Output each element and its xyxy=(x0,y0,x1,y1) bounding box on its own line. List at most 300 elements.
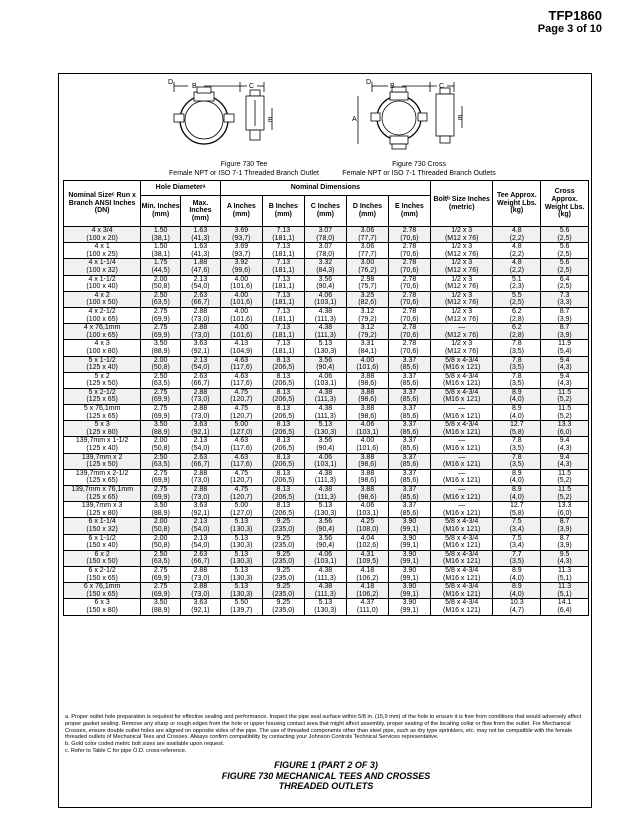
header-nominal-dimensions: Nominal Dimensions xyxy=(220,181,430,196)
table-cell xyxy=(388,227,430,243)
cell-primary-value: 6.2 xyxy=(511,324,522,332)
table-cell xyxy=(430,356,493,372)
cell-secondary-value: (100 x 32) xyxy=(86,266,118,274)
cell-primary-value: 5/8 x 4-3/4 xyxy=(445,518,479,526)
table-cell xyxy=(430,518,493,534)
cell-secondary-value: (3,5) xyxy=(509,347,525,355)
cell-primary-value: 2.63 xyxy=(193,291,208,299)
table-cell xyxy=(220,502,262,518)
cell-primary-value: 4.06 xyxy=(360,502,375,510)
cell-primary-value: 5/8 x 4-3/4 xyxy=(445,599,479,607)
cell-secondary-value: (85,6) xyxy=(400,461,419,469)
cell-primary-value: 9.5 xyxy=(559,550,570,558)
table-cell xyxy=(220,437,262,453)
cell-secondary-value: (5,1) xyxy=(557,574,572,582)
table-cell xyxy=(64,259,141,275)
cell-primary-value: 5/8 x 4-3/4 xyxy=(445,566,479,574)
cell-secondary-value: (70,6) xyxy=(400,347,419,355)
cell-secondary-value: (41,3) xyxy=(191,234,210,242)
tee-label-d: D xyxy=(168,79,174,86)
table-cell xyxy=(493,372,541,388)
table-cell xyxy=(64,550,141,566)
cell-primary-value: 9.25 xyxy=(276,550,291,558)
table-cell xyxy=(304,486,346,502)
table-cell xyxy=(388,372,430,388)
cell-secondary-value: (54,0) xyxy=(191,525,210,533)
cell-secondary-value: (101,6) xyxy=(356,364,379,372)
cell-secondary-value: (99,1) xyxy=(400,558,419,566)
cell-primary-value: — xyxy=(458,469,466,477)
cell-primary-value: 8.9 xyxy=(511,566,522,574)
cell-secondary-value: (84,1) xyxy=(358,347,377,355)
cell-secondary-value: (69,9) xyxy=(151,331,170,339)
table-cell xyxy=(346,356,388,372)
table-cell xyxy=(262,340,304,356)
table-cell xyxy=(493,453,541,469)
cell-secondary-value: (4,3) xyxy=(557,461,572,469)
table-cell xyxy=(388,275,430,291)
table-cell xyxy=(304,356,346,372)
cell-secondary-value: (M16 x 121) xyxy=(443,428,481,436)
cell-primary-value: 4.38 xyxy=(318,405,333,413)
table-cell xyxy=(346,469,388,485)
cell-secondary-value: (79,2) xyxy=(358,331,377,339)
cell-secondary-value: (88,9) xyxy=(151,347,170,355)
cell-secondary-value: (88,9) xyxy=(151,509,170,517)
table-cell xyxy=(304,566,346,582)
table-cell xyxy=(541,259,589,275)
cell-secondary-value: (M12 x 76) xyxy=(444,266,479,274)
cell-primary-value: 8.9 xyxy=(511,405,522,413)
tee-caption-title: Figure 730 Tee xyxy=(220,161,268,168)
table-cell xyxy=(346,599,388,615)
table-cell xyxy=(541,291,589,307)
cell-secondary-value: (181,1) xyxy=(272,331,295,339)
cell-primary-value: 7.13 xyxy=(276,227,291,234)
table-cell xyxy=(430,583,493,599)
table-cell xyxy=(220,291,262,307)
cell-primary-value: 8.13 xyxy=(276,356,291,364)
cell-primary-value: 2.88 xyxy=(193,388,208,396)
cell-primary-value: 2.88 xyxy=(193,469,208,477)
table-cell xyxy=(181,388,221,404)
cell-secondary-value: (98,6) xyxy=(358,477,377,485)
table-cell xyxy=(541,437,589,453)
cell-secondary-value: (M16 x 121) xyxy=(443,477,481,485)
cell-secondary-value: (54,0) xyxy=(191,283,210,291)
cell-primary-value: 4.63 xyxy=(234,372,249,380)
cell-primary-value: 4.04 xyxy=(360,534,375,542)
cell-primary-value: 5/8 x 4-3/4 xyxy=(445,372,479,380)
figure-title-line-1: FIGURE 1 (PART 2 OF 3) xyxy=(274,760,378,770)
cell-primary-value: 3.56 xyxy=(318,275,333,283)
cell-secondary-value: (88,9) xyxy=(151,428,170,436)
cell-secondary-value: (98,6) xyxy=(358,493,377,501)
table-cell xyxy=(141,453,181,469)
cell-secondary-value: (3,5) xyxy=(509,445,525,453)
cell-primary-value: 3.63 xyxy=(193,599,208,607)
cell-primary-value: 5 x 1-1/2 xyxy=(88,356,116,364)
table-cell xyxy=(388,388,430,404)
table-cell xyxy=(262,388,304,404)
cell-secondary-value: (99,1) xyxy=(400,574,419,582)
table-cell xyxy=(181,437,221,453)
cell-primary-value: 3.90 xyxy=(402,566,417,574)
cell-primary-value: 8.13 xyxy=(276,469,291,477)
cell-secondary-value: (98,6) xyxy=(358,380,377,388)
cross-label-c: C xyxy=(439,83,445,90)
header-b: B Inches (mm) xyxy=(262,196,304,227)
table-cell xyxy=(430,275,493,291)
header-a: A Inches (mm) xyxy=(220,196,262,227)
table-cell xyxy=(541,372,589,388)
cell-secondary-value: (4,3) xyxy=(557,380,572,388)
table-cell xyxy=(141,275,181,291)
cell-secondary-value: (85,6) xyxy=(400,380,419,388)
table-cell xyxy=(388,421,430,437)
table-cell xyxy=(304,534,346,550)
cell-secondary-value: (M12 x 76) xyxy=(444,299,479,307)
cell-primary-value: 1.88 xyxy=(193,259,208,267)
table-cell xyxy=(430,421,493,437)
table-cell xyxy=(181,372,221,388)
cell-primary-value: 5.13 xyxy=(318,599,333,607)
cell-primary-value: 11.9 xyxy=(558,340,572,348)
table-cell xyxy=(346,388,388,404)
cell-secondary-value: (206,5) xyxy=(272,396,295,404)
cell-secondary-value: (111,3) xyxy=(314,315,336,323)
cell-secondary-value: (120,7) xyxy=(230,477,253,485)
cell-primary-value: 6 x 2-1/2 xyxy=(88,566,116,574)
cell-primary-value: 4 x 1-1/2 xyxy=(88,275,116,283)
cell-primary-value: 7.13 xyxy=(276,243,291,251)
table-cell xyxy=(220,259,262,275)
table-cell xyxy=(262,518,304,534)
cell-secondary-value: (100 x 25) xyxy=(86,250,118,258)
page-number: Page 3 of 10 xyxy=(537,23,602,35)
footnotes xyxy=(65,714,587,755)
table-cell xyxy=(141,518,181,534)
table-cell xyxy=(388,405,430,421)
cell-secondary-value: (78,0) xyxy=(316,250,335,258)
cell-primary-value: 3.37 xyxy=(402,502,417,510)
table-row xyxy=(64,469,589,485)
cell-primary-value: 2.00 xyxy=(153,437,168,445)
cell-secondary-value: (181,1) xyxy=(272,234,295,242)
table-cell xyxy=(262,469,304,485)
cell-primary-value: 2.13 xyxy=(193,356,208,364)
cell-secondary-value: (206,5) xyxy=(272,509,295,517)
cell-secondary-value: (2,5) xyxy=(557,266,572,274)
cell-secondary-value: (41,3) xyxy=(191,250,210,258)
cell-primary-value: 3.37 xyxy=(402,421,417,429)
cell-secondary-value: (3,9) xyxy=(557,331,572,339)
cell-secondary-value: (150 x 65) xyxy=(86,574,118,582)
cell-primary-value: 2.75 xyxy=(153,307,168,315)
cell-primary-value: 1/2 x 3 xyxy=(451,275,473,283)
footnote-a: a. Proper outlet hole preparation is required for effective sealing and performance. Inspect the pipe seal surface within 5/8 in. (15,9 mm) of the hole to ensure it is free from conditions that would adversely affect proper gasket sealing. Remove any sharp or rough edges from the hole or upper housing contact area that might affect assembly, proper seating of the locating collar or flow from the outlet. For Mechanical Crosses, ensure double outlet holes are aligned on opposite sides of the pipe. The use of threaded components other than steel pipe, such as dry type sprinklers, etc. may not be compatible with the female threaded outlets of Mechanical Tees and Crosses. Always confirm compatibility by contacting your Johnson Controls Technical Services representative. xyxy=(65,714,582,741)
cell-secondary-value: (235,0) xyxy=(272,606,295,614)
cell-secondary-value: (85,6) xyxy=(400,509,419,517)
cell-primary-value: 2.88 xyxy=(193,566,208,574)
cell-secondary-value: (150 x 32) xyxy=(86,525,118,533)
cell-secondary-value: (73,0) xyxy=(191,590,210,598)
cell-primary-value: 4.75 xyxy=(234,388,249,396)
table-cell xyxy=(430,372,493,388)
cell-primary-value: 1.63 xyxy=(193,227,208,234)
cell-primary-value: 13.3 xyxy=(557,502,572,510)
cell-secondary-value: (5,2) xyxy=(557,412,572,420)
table-cell xyxy=(262,275,304,291)
table-row xyxy=(64,259,589,275)
cell-secondary-value: (130,3) xyxy=(230,542,253,550)
cell-secondary-value: (73,0) xyxy=(191,412,210,420)
cell-secondary-value: (4,0) xyxy=(509,493,525,501)
cell-primary-value: 8.13 xyxy=(276,372,291,380)
table-cell xyxy=(220,275,262,291)
table-cell xyxy=(493,356,541,372)
cell-primary-value: 6 x 1-1/4 xyxy=(88,518,116,526)
cell-primary-value: 4.8 xyxy=(511,227,522,234)
table-cell xyxy=(304,340,346,356)
table-cell xyxy=(430,388,493,404)
cell-primary-value: 5.13 xyxy=(318,502,333,510)
cell-secondary-value: (2,5) xyxy=(557,283,572,291)
cell-secondary-value: (2,2) xyxy=(509,266,525,274)
cell-primary-value: — xyxy=(458,502,466,510)
table-cell xyxy=(388,340,430,356)
table-cell xyxy=(346,227,388,243)
cell-primary-value: 3.37 xyxy=(402,437,417,445)
cell-primary-value: 9.25 xyxy=(276,566,291,574)
cell-secondary-value: (120,7) xyxy=(230,396,253,404)
cell-secondary-value: (69,9) xyxy=(151,412,170,420)
cell-secondary-value: (4,0) xyxy=(509,590,525,598)
cell-primary-value: 4.25 xyxy=(360,518,375,526)
cell-primary-value: 2.75 xyxy=(153,324,168,332)
cell-primary-value: 7.3 xyxy=(559,291,570,299)
table-cell xyxy=(220,227,262,243)
cell-secondary-value: (M16 x 121) xyxy=(443,380,481,388)
table-cell xyxy=(493,243,541,259)
cell-secondary-value: (70,6) xyxy=(400,331,419,339)
cell-secondary-value: (85,6) xyxy=(400,428,419,436)
cell-secondary-value: (99,1) xyxy=(400,590,419,598)
cell-primary-value: 3.90 xyxy=(402,518,417,526)
table-cell xyxy=(262,502,304,518)
cell-primary-value: 8.9 xyxy=(511,388,522,396)
table-cell xyxy=(493,340,541,356)
cell-secondary-value: (130,3) xyxy=(230,590,253,598)
cell-primary-value: 7.13 xyxy=(276,291,291,299)
cell-primary-value: 3.37 xyxy=(402,405,417,413)
table-cell xyxy=(493,405,541,421)
cell-primary-value: 3.06 xyxy=(360,227,375,234)
cell-secondary-value: (111,0) xyxy=(356,606,378,614)
cell-primary-value: 2.78 xyxy=(402,227,417,234)
table-cell xyxy=(346,534,388,550)
table-cell xyxy=(262,550,304,566)
table-cell xyxy=(388,486,430,502)
cell-secondary-value: (181,1) xyxy=(272,299,295,307)
table-cell xyxy=(541,324,589,340)
table-row xyxy=(64,372,589,388)
cell-primary-value: 2.50 xyxy=(153,291,168,299)
table-cell xyxy=(493,486,541,502)
cell-primary-value: 4.8 xyxy=(511,243,522,251)
cell-secondary-value: (M16 x 121) xyxy=(443,412,481,420)
cell-secondary-value: (3,4) xyxy=(509,542,525,550)
document-code: TFP1860 xyxy=(548,8,602,23)
header-d: D Inches (mm) xyxy=(346,196,388,227)
table-cell xyxy=(388,518,430,534)
cell-primary-value: 8.13 xyxy=(276,486,291,493)
table-cell xyxy=(541,599,589,615)
cell-primary-value: 5.00 xyxy=(234,421,249,429)
cell-primary-value: 9.25 xyxy=(276,583,291,591)
table-cell xyxy=(220,324,262,340)
cell-secondary-value: (4,3) xyxy=(557,364,572,372)
cell-primary-value: 2.75 xyxy=(153,583,168,591)
cell-primary-value: 2.75 xyxy=(153,388,168,396)
cell-primary-value: 139,7mm x 2 xyxy=(81,453,123,461)
cell-primary-value: 2.00 xyxy=(153,356,168,364)
cross-label-d: D xyxy=(366,79,372,86)
cell-primary-value: 5.6 xyxy=(559,227,570,234)
cell-primary-value: 3.92 xyxy=(234,259,249,267)
table-cell xyxy=(141,324,181,340)
cell-secondary-value: (206,5) xyxy=(272,445,295,453)
cell-primary-value: 5/8 x 4-3/4 xyxy=(445,421,479,429)
cell-secondary-value: (69,9) xyxy=(151,493,170,501)
cell-secondary-value: (M16 x 121) xyxy=(443,574,481,582)
cell-primary-value: 3.88 xyxy=(360,486,375,493)
table-row xyxy=(64,583,589,599)
cell-primary-value: 2.78 xyxy=(402,324,417,332)
cell-secondary-value: (M16 x 121) xyxy=(443,606,481,614)
cell-secondary-value: (5,2) xyxy=(557,396,572,404)
table-cell xyxy=(430,259,493,275)
cell-secondary-value: (117,6) xyxy=(230,380,253,388)
cell-secondary-value: (125 x 40) xyxy=(86,445,118,453)
table-cell xyxy=(141,243,181,259)
cell-secondary-value: (4,3) xyxy=(557,558,572,566)
cell-primary-value: 7.8 xyxy=(511,356,522,364)
cell-secondary-value: (125 x 50) xyxy=(86,380,118,388)
cell-primary-value: 8.9 xyxy=(511,486,522,493)
table-cell xyxy=(64,405,141,421)
cell-secondary-value: (181,1) xyxy=(272,250,295,258)
cell-primary-value: 6.2 xyxy=(511,307,522,315)
table-cell xyxy=(304,307,346,323)
cell-secondary-value: (206,5) xyxy=(272,477,295,485)
cell-primary-value: 7.13 xyxy=(276,275,291,283)
cell-secondary-value: (4,3) xyxy=(557,445,572,453)
cell-primary-value: 3.88 xyxy=(360,372,375,380)
cell-secondary-value: (38,1) xyxy=(151,234,170,242)
table-cell xyxy=(541,518,589,534)
cell-primary-value: 5 x 2-1/2 xyxy=(88,388,116,396)
table-cell xyxy=(220,405,262,421)
cell-secondary-value: (M12 x 76) xyxy=(444,250,479,258)
table-cell xyxy=(181,486,221,502)
cell-primary-value: 5.13 xyxy=(318,340,333,348)
cell-secondary-value: (M16 x 121) xyxy=(443,461,481,469)
cell-primary-value: 9.4 xyxy=(559,356,570,364)
cell-primary-value: 4.13 xyxy=(234,340,249,348)
cell-primary-value: 2.75 xyxy=(153,486,168,493)
cell-primary-value: 5.50 xyxy=(234,599,249,607)
cell-primary-value: 4.06 xyxy=(318,291,333,299)
table-cell xyxy=(541,421,589,437)
cell-secondary-value: (3,5) xyxy=(509,380,525,388)
table-row xyxy=(64,243,589,259)
cell-primary-value: 2.75 xyxy=(153,566,168,574)
cell-secondary-value: (3,9) xyxy=(557,525,572,533)
table-cell xyxy=(262,421,304,437)
table-cell xyxy=(304,469,346,485)
cell-primary-value: 4.00 xyxy=(234,291,249,299)
table-cell xyxy=(262,599,304,615)
cell-primary-value: 4.38 xyxy=(318,307,333,315)
footnote-b: b. Gold color coded metric bolt sizes are available upon request. xyxy=(65,741,225,748)
cell-secondary-value: (M16 x 121) xyxy=(443,525,481,533)
table-cell xyxy=(346,372,388,388)
cell-secondary-value: (85,6) xyxy=(400,412,419,420)
tee-caption-subtitle: Female NPT or ISO 7-1 Threaded Branch Outlet xyxy=(169,170,319,177)
cell-primary-value: 3.90 xyxy=(402,550,417,558)
cell-secondary-value: (125 x 80) xyxy=(86,509,118,517)
cross-caption-title: Figure 730 Cross xyxy=(392,161,446,168)
cell-secondary-value: (130,3) xyxy=(314,509,337,517)
cell-primary-value: 3.90 xyxy=(402,534,417,542)
cell-primary-value: 8.7 xyxy=(559,324,570,332)
table-cell xyxy=(541,502,589,518)
table-cell xyxy=(181,534,221,550)
cell-primary-value: 3.37 xyxy=(402,388,417,396)
cell-secondary-value: (90,4) xyxy=(316,364,335,372)
cell-primary-value: 3.37 xyxy=(402,356,417,364)
cell-primary-value: 2.88 xyxy=(193,486,208,493)
cell-primary-value: 3.12 xyxy=(360,324,375,332)
cell-primary-value: 7.7 xyxy=(511,550,522,558)
table-cell xyxy=(493,469,541,485)
cell-secondary-value: (235,0) xyxy=(272,558,295,566)
cell-primary-value: 3.31 xyxy=(360,340,375,348)
table-cell xyxy=(64,340,141,356)
tee-caption xyxy=(154,160,334,178)
footnote-c: c. Refer to Table C for pipe O.D. cross-reference. xyxy=(65,747,187,754)
table-cell xyxy=(541,550,589,566)
cell-primary-value: 7.5 xyxy=(511,534,522,542)
table-cell xyxy=(220,599,262,615)
table-row xyxy=(64,502,589,518)
cell-secondary-value: (181,1) xyxy=(272,266,295,274)
cell-primary-value: 4.38 xyxy=(318,469,333,477)
cell-secondary-value: (181,1) xyxy=(272,315,295,323)
cell-secondary-value: (127,0) xyxy=(230,428,253,436)
cell-secondary-value: (206,5) xyxy=(272,380,295,388)
table-cell xyxy=(64,275,141,291)
cell-primary-value: 5.13 xyxy=(234,534,249,542)
cell-primary-value: 4 x 2-1/2 xyxy=(88,307,116,315)
table-cell xyxy=(220,469,262,485)
table-cell xyxy=(430,340,493,356)
table-cell xyxy=(346,259,388,275)
cell-secondary-value: (181,1) xyxy=(272,283,295,291)
table-cell xyxy=(388,453,430,469)
cell-secondary-value: (150 x 80) xyxy=(86,606,118,614)
